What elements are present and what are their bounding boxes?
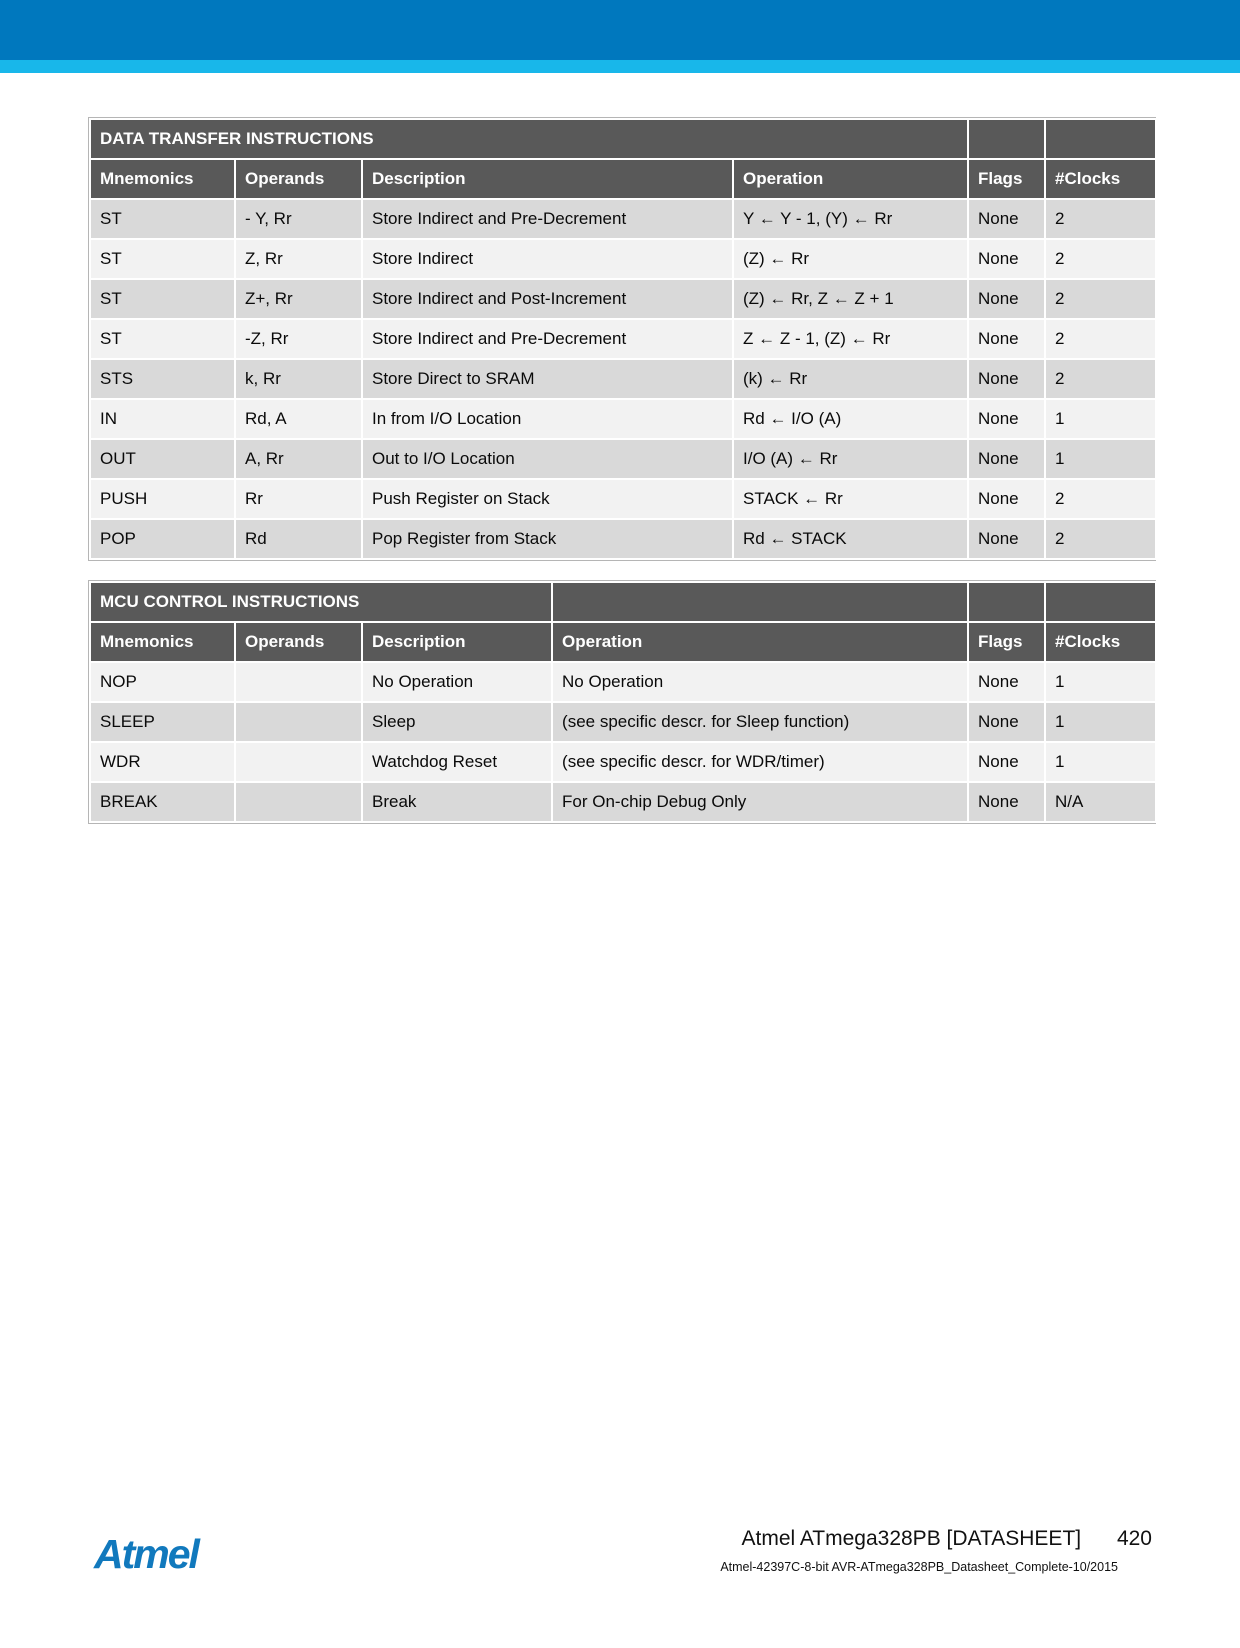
table-row [90,439,1156,479]
cell-operation: (k) ← Rr [733,359,968,399]
cell-operation: No Operation [552,662,968,702]
cell-operation: (Z) ← Rr, Z ← Z + 1 [733,279,968,319]
cell-flags: None [968,479,1045,519]
table-title-empty-cell [968,582,1045,622]
table-row [90,359,1156,399]
column-header-operands: Operands [235,159,362,199]
cell-operands: k, Rr [235,359,362,399]
column-header-mnemonics: Mnemonics [90,622,235,662]
cell-clocks: 2 [1045,199,1156,239]
cell-mnemonics: IN [90,399,235,439]
table-title-row [90,582,1156,622]
cell-operands: Z, Rr [235,239,362,279]
column-header-flags: Flags [968,159,1045,199]
column-header-operation: Operation [552,622,968,662]
column-header-description: Description [362,159,733,199]
cell-clocks: 2 [1045,359,1156,399]
column-header-description: Description [362,622,552,662]
cell-operation: (Z) ← Rr [733,239,968,279]
footer-page-number: 420 [1116,1527,1152,1550]
cell-flags: None [968,439,1045,479]
cell-operation: For On-chip Debug Only [552,782,968,822]
cell-description: Watchdog Reset [362,742,552,782]
column-header-mnemonics: Mnemonics [90,159,235,199]
cell-mnemonics: POP [90,519,235,559]
table-title-empty-cell [1045,119,1156,159]
cell-clocks: N/A [1045,782,1156,822]
cell-clocks: 2 [1045,519,1156,559]
cell-operation: (see specific descr. for WDR/timer) [552,742,968,782]
cell-flags: None [968,742,1045,782]
cell-mnemonics: OUT [90,439,235,479]
table-row [90,319,1156,359]
cell-description: Store Indirect and Post-Increment [362,279,733,319]
cell-clocks: 2 [1045,279,1156,319]
cell-operands [235,662,362,702]
footer-main-line [720,1526,1152,1551]
cell-operation: Rd ← I/O (A) [733,399,968,439]
cell-mnemonics: ST [90,279,235,319]
cell-clocks: 1 [1045,399,1156,439]
footer-info [720,1526,1152,1574]
table-title: MCU CONTROL INSTRUCTIONS [90,582,552,622]
cell-mnemonics: STS [90,359,235,399]
cell-clocks: 2 [1045,239,1156,279]
cell-flags: None [968,662,1045,702]
cell-description: In from I/O Location [362,399,733,439]
table-title-row [90,119,1156,159]
cell-operation: (see specific descr. for Sleep function) [552,702,968,742]
cell-clocks: 1 [1045,742,1156,782]
cell-mnemonics: ST [90,319,235,359]
cell-flags: None [968,319,1045,359]
table-row [90,782,1156,822]
cell-clocks: 1 [1045,702,1156,742]
mcu-control-instructions-table [89,581,1157,823]
cell-description: Break [362,782,552,822]
table-title-empty-cell [552,582,968,622]
table-title-empty-cell [968,119,1045,159]
accent-bar [0,60,1240,73]
cell-flags: None [968,199,1045,239]
footer-doc-title: Atmel ATmega328PB [DATASHEET] [741,1527,1082,1550]
cell-operands: -Z, Rr [235,319,362,359]
cell-operands [235,782,362,822]
cell-flags: None [968,279,1045,319]
cell-operands [235,702,362,742]
cell-clocks: 1 [1045,439,1156,479]
cell-description: Store Indirect and Pre-Decrement [362,319,733,359]
table-title-empty-cell [1045,582,1156,622]
table-row [90,702,1156,742]
cell-mnemonics: ST [90,239,235,279]
cell-flags: None [968,519,1045,559]
cell-operation: Z ← Z - 1, (Z) ← Rr [733,319,968,359]
cell-description: Store Indirect and Pre-Decrement [362,199,733,239]
cell-mnemonics: SLEEP [90,702,235,742]
table-row [90,662,1156,702]
cell-mnemonics: BREAK [90,782,235,822]
cell-description: Push Register on Stack [362,479,733,519]
table-header-row [90,622,1156,662]
column-header-clocks: #Clocks [1045,159,1156,199]
table-row [90,519,1156,559]
cell-description: Sleep [362,702,552,742]
cell-description: Store Indirect [362,239,733,279]
table-row [90,279,1156,319]
table-header-row [90,159,1156,199]
cell-operands: Rr [235,479,362,519]
cell-operands: A, Rr [235,439,362,479]
column-header-clocks: #Clocks [1045,622,1156,662]
cell-operands: Rd, A [235,399,362,439]
cell-operands: - Y, Rr [235,199,362,239]
tables-container [88,117,1156,843]
table-row [90,239,1156,279]
cell-description: Pop Register from Stack [362,519,733,559]
column-header-operation: Operation [733,159,968,199]
footer-doc-id: Atmel-42397C-8-bit AVR-ATmega328PB_Datasheet_Complete-10/2015 [720,1560,1118,1575]
cell-operation: Y ← Y - 1, (Y) ← Rr [733,199,968,239]
cell-clocks: 2 [1045,319,1156,359]
cell-flags: None [968,399,1045,439]
cell-flags: None [968,359,1045,399]
column-header-flags: Flags [968,622,1045,662]
data-transfer-instructions-table-wrap [88,117,1156,561]
table-row [90,742,1156,782]
cell-operands: Rd [235,519,362,559]
cell-operation: Rd ← STACK [733,519,968,559]
mcu-control-instructions-table-wrap [88,580,1156,824]
cell-flags: None [968,702,1045,742]
cell-operation: I/O (A) ← Rr [733,439,968,479]
table-row [90,399,1156,439]
data-transfer-instructions-table [89,118,1157,560]
cell-operands: Z+, Rr [235,279,362,319]
cell-description: Out to I/O Location [362,439,733,479]
cell-mnemonics: NOP [90,662,235,702]
cell-mnemonics: ST [90,199,235,239]
atmel-logo: Atmel [94,1531,198,1577]
cell-description: No Operation [362,662,552,702]
column-header-operands: Operands [235,622,362,662]
table-row [90,199,1156,239]
table-row [90,479,1156,519]
cell-operation: STACK ← Rr [733,479,968,519]
cell-clocks: 2 [1045,479,1156,519]
cell-operands [235,742,362,782]
cell-mnemonics: PUSH [90,479,235,519]
page-footer [94,1526,1152,1575]
cell-mnemonics: WDR [90,742,235,782]
table-title: DATA TRANSFER INSTRUCTIONS [90,119,968,159]
top-banner [0,0,1240,60]
cell-flags: None [968,782,1045,822]
cell-description: Store Direct to SRAM [362,359,733,399]
cell-flags: None [968,239,1045,279]
cell-clocks: 1 [1045,662,1156,702]
